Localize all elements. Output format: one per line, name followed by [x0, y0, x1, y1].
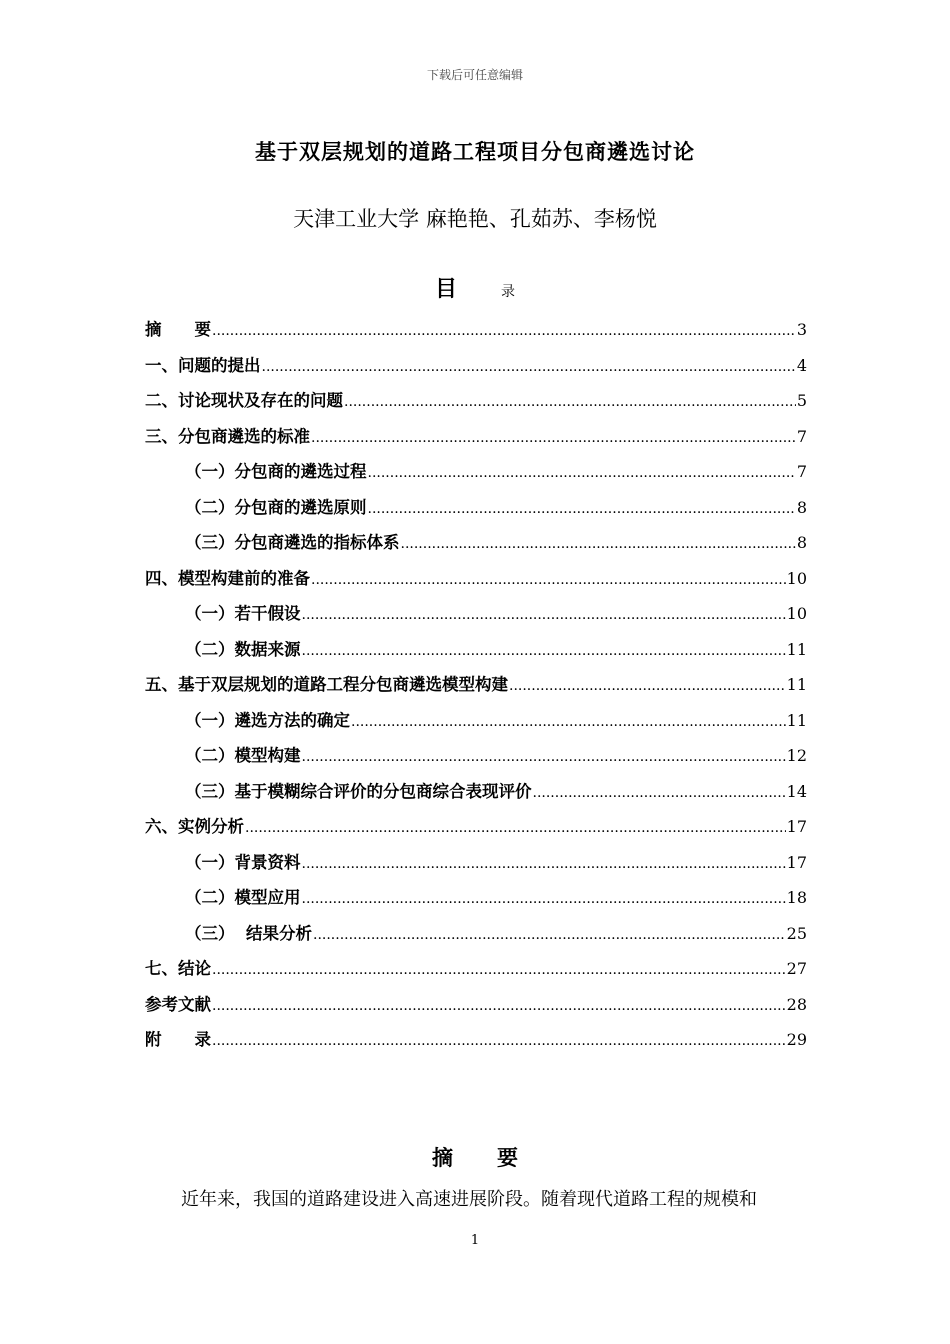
- toc-leader-dots: [401, 536, 796, 552]
- abstract-heading-right: 要: [497, 1145, 518, 1170]
- toc-entry-label: （二）模型应用: [185, 888, 301, 907]
- toc-entry-page: 12: [786, 746, 807, 765]
- toc-entry[interactable]: [145, 565, 807, 601]
- toc-leader-dots: [212, 998, 786, 1014]
- toc-entry[interactable]: [145, 849, 807, 885]
- toc-leader-dots: [311, 430, 796, 446]
- header-note: 下载后可任意编辑: [426, 68, 523, 82]
- toc-entry-page: 7: [796, 426, 807, 446]
- toc-leader-dots: [344, 394, 796, 410]
- abstract-heading-left: 摘: [432, 1145, 453, 1170]
- toc-entry-page: 8: [796, 497, 807, 517]
- toc-entry-label: （三） 结果分析: [185, 923, 312, 943]
- toc-entry[interactable]: [145, 778, 807, 814]
- toc-leader-dots: [351, 714, 786, 730]
- toc-entry[interactable]: [145, 707, 807, 743]
- toc-entry-page: 27: [786, 959, 807, 978]
- toc-entry[interactable]: [145, 742, 807, 778]
- toc-leader-dots: [302, 856, 786, 872]
- toc-entry[interactable]: [145, 494, 807, 530]
- toc-entry[interactable]: [145, 813, 807, 849]
- toc-heading-main: 目: [434, 276, 457, 302]
- toc-entry-page: 3: [796, 320, 807, 339]
- toc-entry-page: 5: [796, 391, 807, 410]
- toc-leader-dots: [302, 891, 786, 907]
- toc-entry[interactable]: [145, 316, 807, 352]
- toc-leader-dots: [533, 785, 786, 801]
- toc-entry-page: 14: [786, 781, 807, 801]
- toc-entry[interactable]: [145, 352, 807, 388]
- toc-entry-label: （二）模型构建: [185, 746, 301, 765]
- toc-entry-label: 七、结论: [145, 959, 211, 978]
- toc-entry[interactable]: [145, 1026, 807, 1062]
- toc-entry-page: 25: [786, 923, 807, 943]
- toc-leader-dots: [262, 359, 796, 375]
- toc-entry-page: 17: [786, 817, 807, 836]
- toc-leader-dots: [368, 501, 796, 517]
- toc-leader-dots: [302, 643, 786, 659]
- toc-entry[interactable]: [145, 387, 807, 423]
- abstract-heading: [0, 1142, 950, 1172]
- toc-heading: [0, 272, 950, 303]
- toc-entry[interactable]: [145, 636, 807, 672]
- toc-leader-dots: [368, 465, 796, 481]
- toc-entry-page: 11: [786, 710, 807, 730]
- toc-leader-dots: [212, 323, 796, 339]
- toc-leader-dots: [313, 927, 786, 943]
- toc-entry[interactable]: [145, 884, 807, 920]
- toc-entry[interactable]: [145, 600, 807, 636]
- toc-heading-secondary: 录: [501, 284, 515, 300]
- toc-leader-dots: [245, 820, 786, 836]
- toc-leader-dots: [509, 678, 786, 694]
- toc-entry-page: 11: [786, 639, 807, 659]
- toc-leader-dots: [302, 607, 786, 623]
- document-title: 基于双层规划的道路工程项目分包商遴选讨论: [255, 139, 695, 164]
- toc-entry-label: 二、讨论现状及存在的问题: [145, 391, 343, 410]
- toc-leader-dots: [311, 572, 786, 588]
- toc-entry-label: （三）基于模糊综合评价的分包商综合表现评价: [185, 781, 532, 801]
- toc-entry[interactable]: [145, 529, 807, 565]
- toc-leader-dots: [212, 962, 786, 978]
- toc-entry-label: 三、分包商遴选的标准: [145, 426, 310, 446]
- toc-entry-label: （二）分包商的遴选原则: [185, 497, 367, 517]
- toc-entry-page: 10: [786, 604, 807, 623]
- toc-entry-label: （一）背景资料: [185, 852, 301, 872]
- toc-entry-label: （一）遴选方法的确定: [185, 710, 350, 730]
- toc-entry-label: 六、实例分析: [145, 817, 244, 836]
- toc-leader-dots: [212, 1033, 786, 1049]
- toc-entry[interactable]: [145, 920, 807, 956]
- authors-line: 天津工业大学 麻艳艳、孔茹苏、李杨悦: [293, 207, 657, 231]
- toc-entry[interactable]: [145, 423, 807, 459]
- toc-entry-page: 11: [786, 675, 807, 694]
- toc-entry-label: （一）若干假设: [185, 604, 301, 623]
- toc-entry-page: 7: [796, 462, 807, 481]
- toc-entry-label: （二）数据来源: [185, 639, 301, 659]
- toc-entry-label: （三）分包商遴选的指标体系: [185, 533, 400, 552]
- toc-entry[interactable]: [145, 991, 807, 1027]
- toc-entry-label: 附 录: [145, 1030, 211, 1049]
- toc-entry[interactable]: [145, 671, 807, 707]
- toc-entry[interactable]: [145, 955, 807, 991]
- abstract-paragraph: 近年来，我国的道路建设进入高速进展阶段。随着现代道路工程的规模和: [181, 1189, 757, 1210]
- toc-entry-page: 28: [786, 994, 807, 1014]
- toc-entry-label: 四、模型构建前的准备: [145, 568, 310, 588]
- toc-leader-dots: [302, 749, 786, 765]
- toc-entry-page: 18: [786, 888, 807, 907]
- toc-entry[interactable]: [145, 458, 807, 494]
- toc-entry-label: 五、基于双层规划的道路工程分包商遴选模型构建: [145, 675, 508, 694]
- toc-entry-label: 参考文献: [145, 994, 211, 1014]
- toc-entry-label: （一）分包商的遴选过程: [185, 462, 367, 481]
- table-of-contents: [145, 316, 807, 1062]
- page-number: 1: [470, 1233, 480, 1248]
- toc-entry-page: 10: [786, 568, 807, 588]
- toc-entry-page: 4: [796, 355, 807, 375]
- toc-entry-label: 摘 要: [145, 320, 211, 339]
- toc-entry-page: 17: [786, 852, 807, 872]
- toc-entry-page: 8: [796, 533, 807, 552]
- toc-entry-page: 29: [786, 1030, 807, 1049]
- toc-entry-label: 一、问题的提出: [145, 355, 261, 375]
